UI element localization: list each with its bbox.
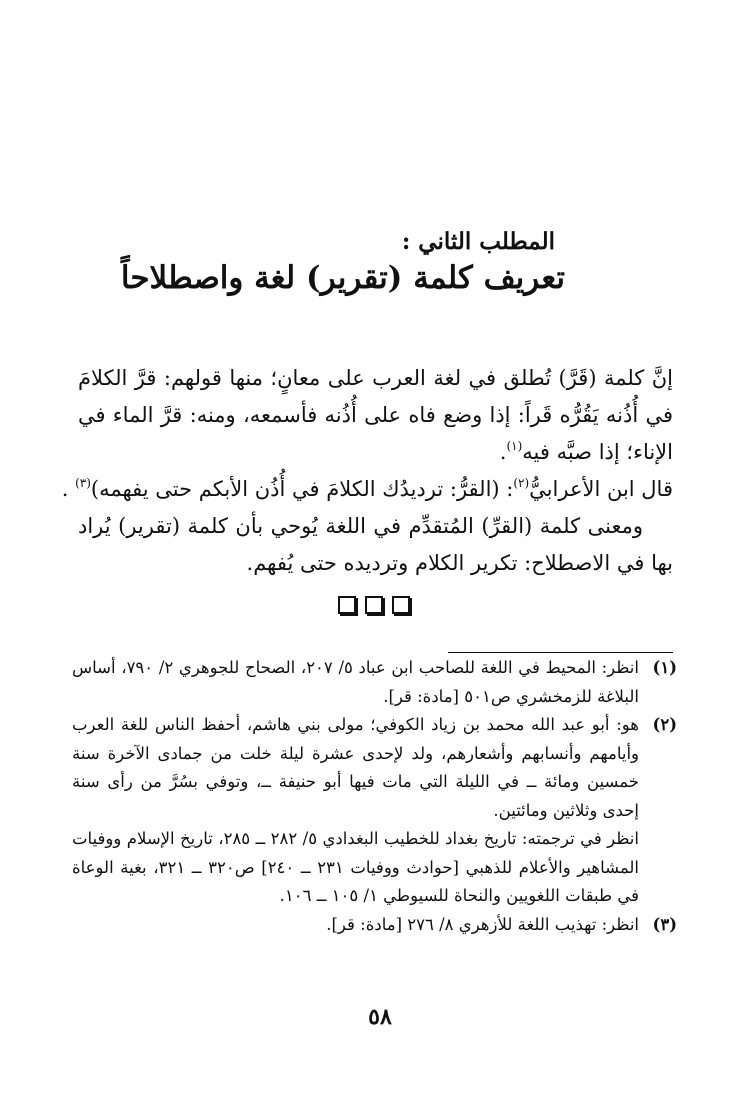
hollow-square-icon (392, 596, 410, 614)
hollow-square-icon (365, 596, 383, 614)
footnote-number: (٢) (652, 715, 677, 734)
footnote-item (72, 711, 677, 911)
page-title: تعريف كلمة (تقرير) لغة واصطلاحاً (120, 260, 565, 296)
footnote-divider (448, 652, 673, 653)
paragraph-2-end: . (61, 477, 76, 501)
footnote-body (72, 654, 639, 711)
footnote-body (72, 911, 639, 940)
hollow-square-icon (338, 596, 356, 614)
body-text (61, 360, 673, 582)
footnotes-section (72, 654, 677, 939)
paragraph-2-start: قال ابن الأعرابيُّ (529, 477, 673, 501)
footnote-item (72, 911, 677, 940)
paragraph-1-text: إنَّ كلمة (قَرَّ) تُطلق في لغة العرب على معانٍ؛ منها قولهم: قرَّ الكلامَ في أُذُنه يَقُرُّه قَراً: إذا وضع فاه على أُذُنه فأسمعه، ومنه: قرَّ الماء في الإناء؛ إذا صبَّه فيه (78, 366, 673, 464)
page-number: ٥٨ (368, 1004, 392, 1030)
section-subheading: المطلب الثاني : (401, 228, 555, 255)
footnote-ref-1: (١) (506, 439, 523, 453)
footnote-text: هو: أبو عبد الله محمد بن زياد الكوفي؛ مولى بني هاشم، أحفظ الناس للغة العرب وأيامهم وأنسابهم وأشعارهم، ولد لإحدى عشرة ليلة خلت من جمادى الآخرة سنة خمسين ومائة ــ في الليلة التي مات فيها أبو حنيفة ــ، وتوفي بسُرَّ من رأى سنة إحدى وثلاثين ومائتين. (72, 715, 639, 820)
footnote-ref-2: (٢) (513, 476, 530, 490)
paragraph-3: ومعنى كلمة (القرِّ) المُتقدِّم في اللغة يُوحي بأن كلمة (تقرير) يُراد بها في الاصطلاح: تكرير الكلام وترديده حتى يُفهم. (78, 514, 673, 575)
paragraph-2 (61, 471, 673, 508)
footnote-text: انظر: تهذيب اللغة للأزهري ٨/ ٢٧٦ [مادة: قر]. (326, 914, 639, 934)
paragraph-2-quote: : (القرُّ: ترديدُك الكلامَ في أُذُن الأبكم حتى يفهمه) (90, 477, 514, 501)
footnote-text: انظر في ترجمته: تاريخ بغداد للخطيب البغدادي ٥/ ٢٨٢ ــ ٢٨٥، تاريخ الإسلام ووفيات المشاهير والأعلام للذهبي [حوادث ووفيات ٢٣١ ــ ٢٤٠] ص٣٢٠ ــ ٣٢١، بغية الوعاة في طبقات اللغويين والنحاة للسيوطي ١/ ١٠٥ ــ ١٠٦. (72, 829, 639, 905)
footnote-number: (١) (652, 658, 677, 677)
paragraph-1: إنَّ كلمة (قَرَّ) تُطلق في لغة العرب على معانٍ؛ منها قولهم: قرَّ الكلامَ في أُذُنه يَقُرُّه قَراً: إذا وضع فاه على أُذُنه فأسمعه، ومنه: قرَّ الماء في الإناء؛ إذا صبَّه فيه$^{(١)}$. (78, 366, 673, 464)
footnote-text: انظر: المحيط في اللغة للصاحب ابن عباد ٥/ ٢٠٧، الصحاح للجوهري ٢/ ٧٩٠، أساس البلاغة للزمخشري ص٥٠١ [مادة: قر]. (72, 658, 639, 706)
footnote-item (72, 654, 677, 711)
footnote-ref-3: (٣) (75, 476, 91, 490)
footnote-body (72, 711, 639, 911)
footnote-number: (٣) (652, 914, 677, 934)
section-separator (338, 596, 410, 614)
